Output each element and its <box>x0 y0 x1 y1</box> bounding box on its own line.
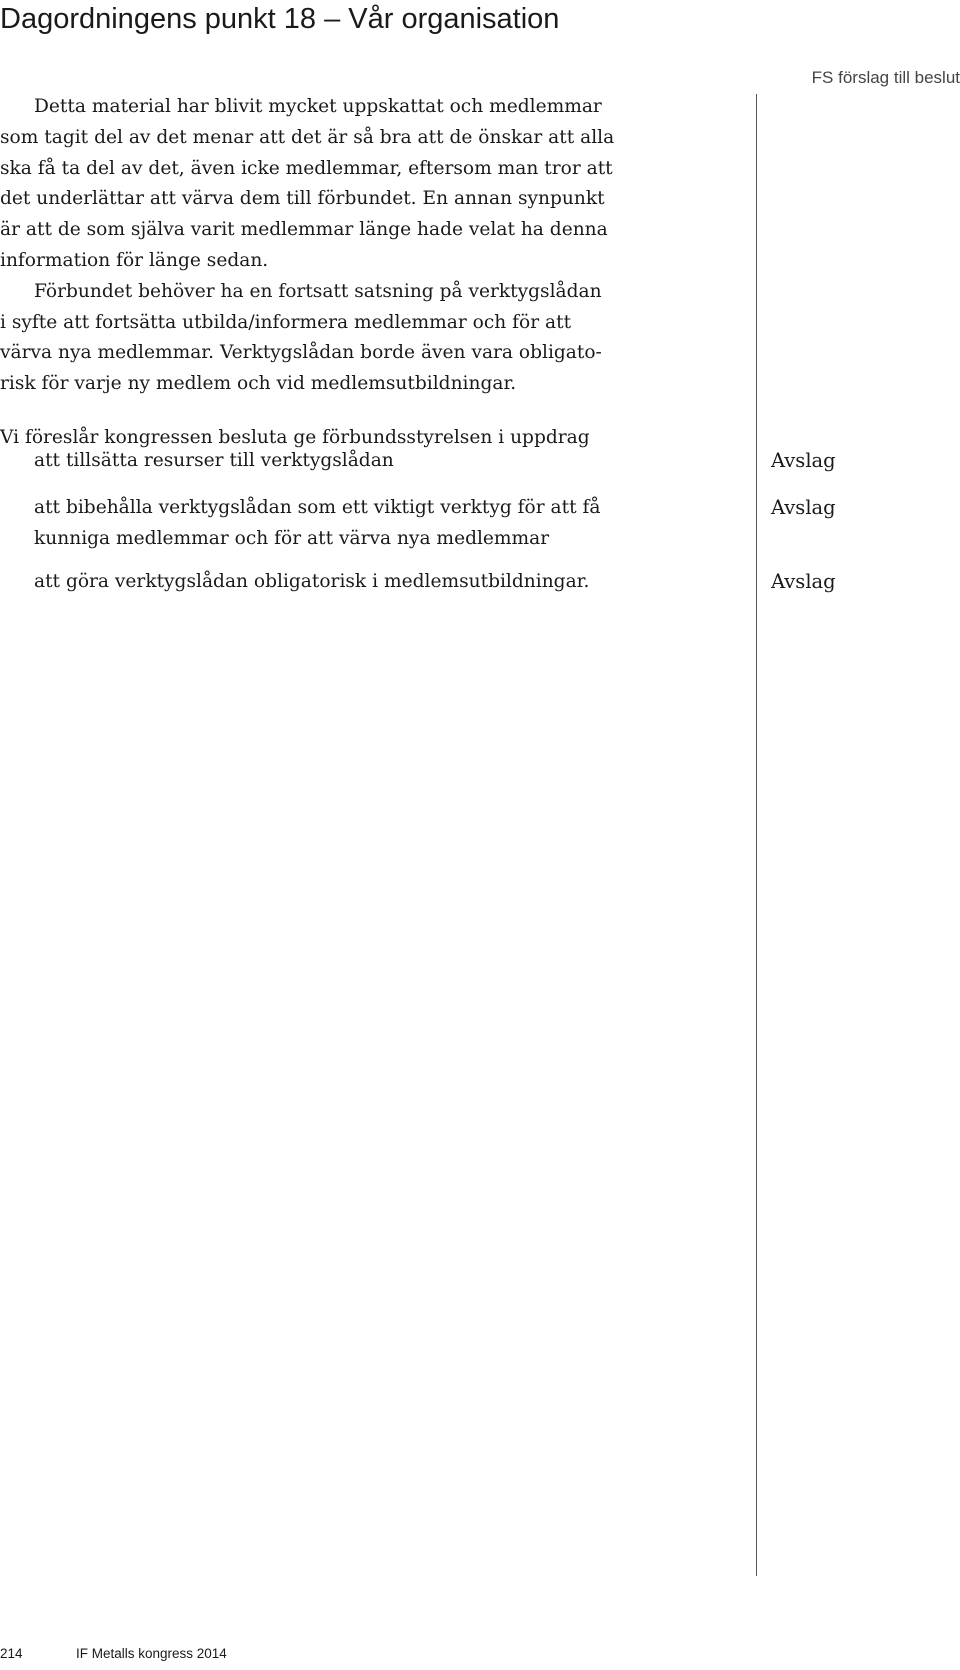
body-paragraph: Förbundet behöver ha en fortsatt satsning på verktygslådan i syfte att fortsätta utbilda/informera medlemmar och för att värva nya medlemmar. Verktygslådan borde även vara obligato- risk för varje ny medlem och vid medlemsutbildningar. <box>0 280 602 395</box>
decision-label: Avslag <box>771 570 836 593</box>
decision-label: Avslag <box>771 496 836 519</box>
page-title: Dagordningens punkt 18 – Vår organisation <box>0 3 560 35</box>
column-divider <box>756 94 757 1576</box>
page-number: 214 <box>0 1646 23 1661</box>
publication-name: IF Metalls kongress 2014 <box>76 1646 227 1661</box>
proposal-item: att tillsätta resurser till verktygslådan <box>34 450 394 471</box>
proposal-item: att göra verktygslådan obligatorisk i medlemsutbildningar. <box>34 571 590 592</box>
proposal-item: att bibehålla verktygslådan som ett viktigt verktyg för att få kunniga medlemmar och för att värva nya medlemmar <box>34 497 601 549</box>
body-paragraph: Detta material har blivit mycket uppskattat och medlemmar som tagit del av det menar att det är så bra att de önskar att alla ska få ta del av det, även icke medlemmar, eftersom man tror att det underlättar att värva dem till förbundet. En annan synpunkt är att de som själva varit medlemmar länge hade velat ha denna information för länge sedan. <box>0 96 615 271</box>
motion-body <box>0 92 730 400</box>
proposal-intro: Vi föreslår kongressen besluta ge förbundsstyrelsen i uppdrag <box>0 427 590 448</box>
decision-column-header: FS förslag till beslut <box>811 68 960 87</box>
decision-label: Avslag <box>771 449 836 472</box>
